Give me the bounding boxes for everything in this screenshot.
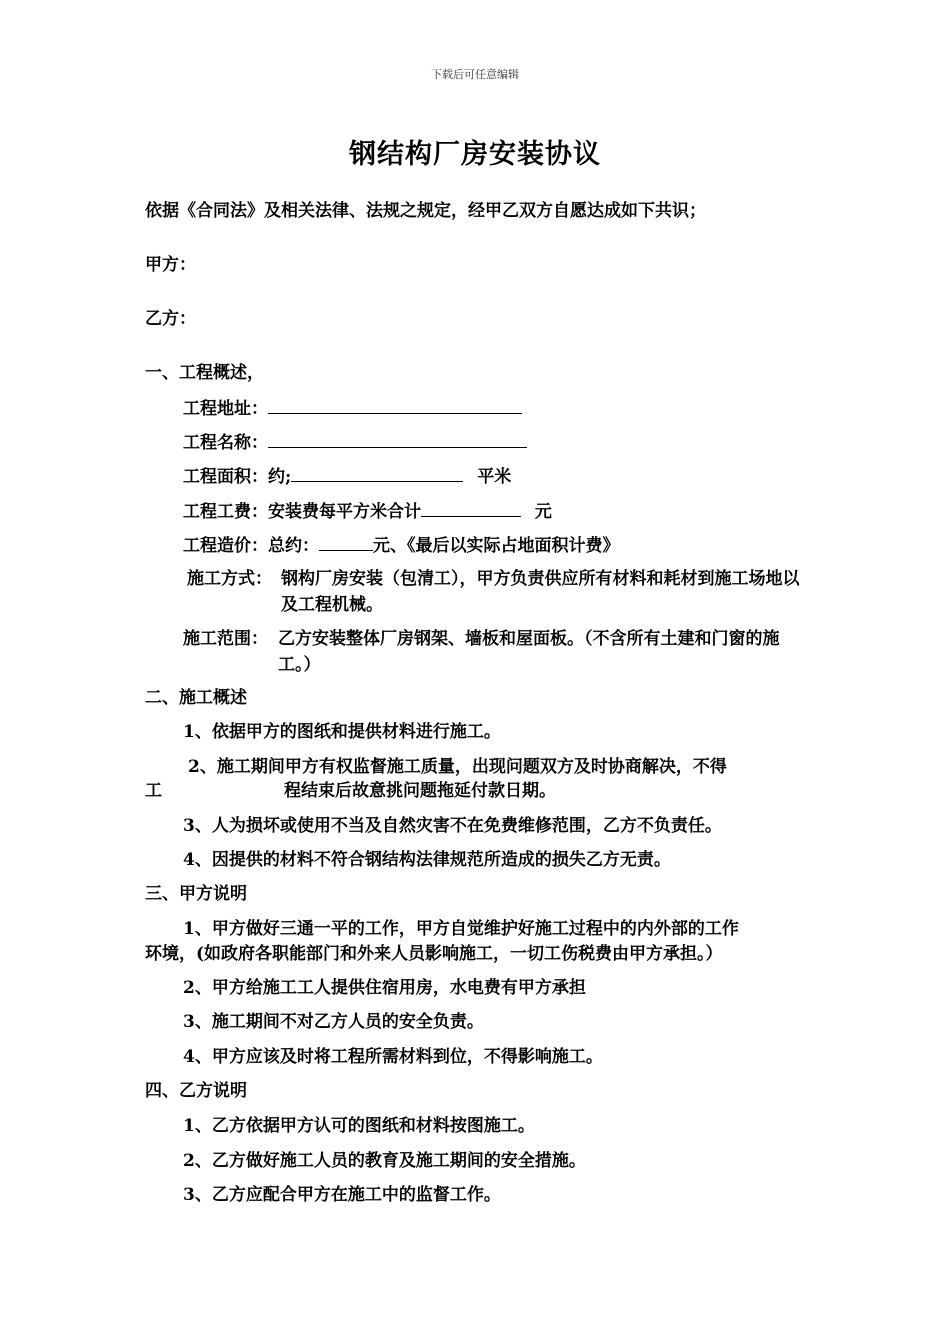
construction-method-text: 钢构厂房安装（包清工），甲方负责供应所有材料和耗材到施工场地以及工程机械。 bbox=[281, 569, 800, 615]
project-name-label: 工程名称： bbox=[183, 433, 268, 453]
section2-item-2-line2-start: 工 bbox=[145, 781, 162, 801]
section3-item-2: 2、甲方给施工工人提供住宿用房，水电费有甲方承担 bbox=[183, 978, 586, 998]
project-address-blank[interactable] bbox=[268, 395, 522, 414]
section1-heading: 一、工程概述， bbox=[145, 363, 264, 383]
project-cost-suffix: 元、《最后以实际占地面积计费》 bbox=[373, 536, 620, 556]
project-fee-label: 工程工费：安装费每平方米合计 bbox=[183, 502, 421, 522]
project-name-blank[interactable] bbox=[268, 429, 527, 448]
section2-item-2-line1: 2、施工期间甲方有权监督施工质量，出现问题双方及时协商解决，不得 bbox=[188, 757, 727, 777]
section4-heading: 四、乙方说明 bbox=[145, 1081, 247, 1101]
section3-item-1-line2: 环境，(如政府各职能部门和外来人员影响施工，一切工伤税费由甲方承担。） bbox=[145, 944, 723, 964]
section4-item-3: 3、乙方应配合甲方在施工中的监督工作。 bbox=[183, 1185, 501, 1205]
document-title: 钢结构厂房安装协议 bbox=[349, 139, 601, 170]
project-address-label: 工程地址： bbox=[183, 399, 268, 419]
section3-item-3: 3、施工期间不对乙方人员的安全负责。 bbox=[183, 1012, 484, 1032]
section3-item-4: 4、甲方应该及时将工程所需材料到位，不得影响施工。 bbox=[183, 1047, 603, 1067]
construction-method-label: 施工方式： bbox=[187, 569, 272, 589]
section2-item-2-line2-rest: 程结束后故意挑问题拖延付款日期。 bbox=[284, 781, 556, 801]
project-area-label: 工程面积：约; bbox=[183, 467, 292, 487]
project-address-row bbox=[183, 395, 522, 421]
construction-scope-label: 施工范围： bbox=[183, 629, 268, 649]
section2-item-3: 3、人为损坏或使用不当及自然灾害不在免费维修范围，乙方不负责任。 bbox=[183, 816, 722, 836]
section2-item-1: 1、依据甲方的图纸和提供材料进行施工。 bbox=[183, 722, 501, 742]
party-b-label: 乙方： bbox=[145, 309, 196, 329]
project-area-row bbox=[183, 463, 511, 489]
header-note: 下载后可任意编辑 bbox=[431, 68, 519, 81]
project-area-blank[interactable] bbox=[291, 463, 463, 482]
construction-method-block bbox=[187, 566, 817, 622]
section2-heading: 二、施工概述 bbox=[145, 688, 247, 708]
party-a-label: 甲方： bbox=[145, 255, 196, 275]
section2-item-4: 4、因提供的材料不符合钢结构法律规范所造成的损失乙方无责。 bbox=[183, 850, 671, 870]
project-cost-label: 工程造价：总约： bbox=[183, 536, 319, 556]
project-fee-blank[interactable] bbox=[421, 498, 521, 517]
project-name-row bbox=[183, 429, 527, 455]
project-cost-row bbox=[183, 532, 620, 558]
construction-scope-block bbox=[183, 626, 813, 682]
section4-item-2: 2、乙方做好施工人员的教育及施工期间的安全措施。 bbox=[183, 1151, 586, 1171]
intro-paragraph: 依据《合同法》及相关法律、法规之规定，经甲乙双方自愿达成如下共识； bbox=[145, 201, 706, 221]
construction-scope-text: 乙方安装整体厂房钢架、墙板和屋面板。（不含所有土建和门窗的施工。） bbox=[278, 629, 780, 675]
section3-item-1-line1: 1、甲方做好三通一平的工作，甲方自觉维护好施工过程中的内外部的工作 bbox=[183, 919, 739, 939]
project-fee-unit: 元 bbox=[534, 502, 552, 522]
project-fee-row bbox=[183, 498, 552, 524]
section3-heading: 三、甲方说明 bbox=[145, 884, 247, 904]
project-area-unit: 平米 bbox=[477, 467, 512, 487]
project-cost-blank[interactable] bbox=[319, 532, 373, 551]
section4-item-1: 1、乙方依据甲方认可的图纸和材料按图施工。 bbox=[183, 1116, 535, 1136]
